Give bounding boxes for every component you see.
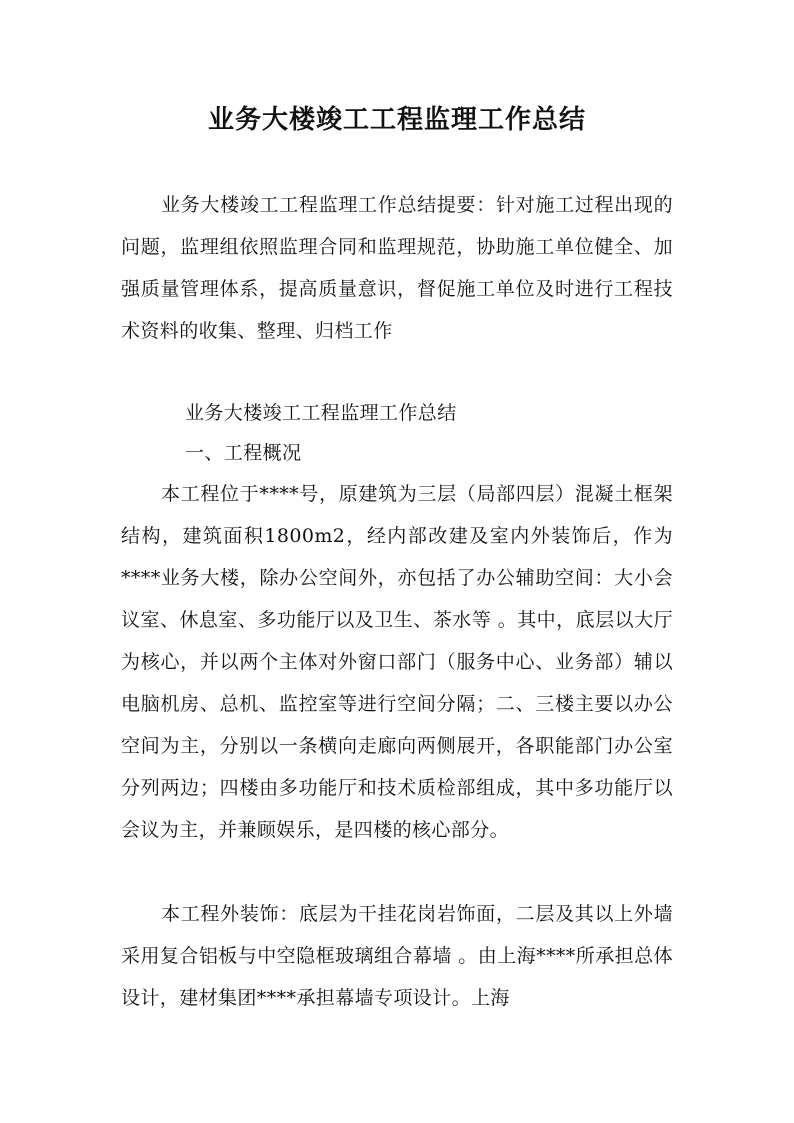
page-title: 业务大楼竣工工程监理工作总结 (207, 105, 586, 135)
subtitle: 业务大楼竣工工程监理工作总结 (185, 402, 457, 424)
body-paragraph: 本工程位于****号，原建筑为三层（局部四层）混凝土框架结构，建筑面积1800m2，经内部改建及室内外装饰后，作为****业务大楼，除办公空间外，亦包括了办公辅助空间：大小会议室、休息室、多功能厅以及卫生、茶水等 。其中，底层以大厅为核心，并以两个主体对外窗口部门（服务中心、业务部）辅以电脑机房、总机、监控室等进行空间分隔；二、三楼主要以办公空间为主，分别以一条横向走廊向两侧展开，各职能部门办公室分列两边；四楼由多功能厅和技术质检部组成，其中多功能厅以会议为主，并兼顾娱乐，是四楼的核心部分。 (121, 483, 673, 841)
summary-paragraph: 业务大楼竣工工程监理工作总结提要：针对施工过程出现的问题，监理组依照监理合同和监理规范，协助施工单位健全、加强质量管理体系，提高质量意识，督促施工单位及时进行工程技术资料的收集、整理、归档工作 (121, 194, 673, 342)
body-paragraph: 本工程外装饰：底层为干挂花岗岩饰面，二层及其以上外墙采用复合铝板与中空隐框玻璃组合幕墙 。由上海****所承担总体设计，建材集团****承担幕墙专项设计。上海 (121, 903, 673, 1009)
section-heading: 一、工程概况 (185, 442, 302, 464)
